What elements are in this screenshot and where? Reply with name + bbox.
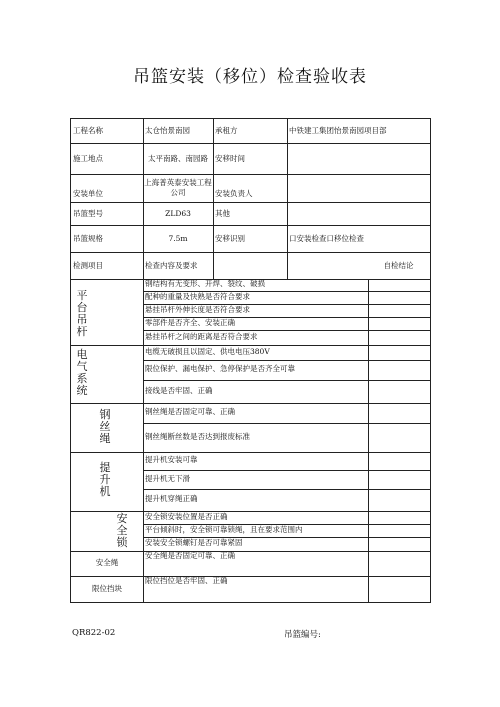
model-label: 吊篮型号 bbox=[73, 208, 103, 218]
header-content: 检查内容及要求 bbox=[145, 260, 198, 270]
group-platform-label: 平台吊杆 bbox=[76, 289, 88, 338]
move-id-label: 安移识别 bbox=[215, 233, 245, 243]
check-electrical-3: 接线是否牢固、正确 bbox=[145, 385, 213, 395]
install-unit-label: 安装单位 bbox=[73, 189, 103, 198]
project-name-value: 太仓怡景南园 bbox=[145, 126, 190, 135]
lessee-value: 中铁建工集团怡景南园项目部 bbox=[289, 126, 387, 135]
form-code: QR822-02 bbox=[72, 628, 116, 638]
page-title: 吊篮安装（移位）检查验收表 bbox=[133, 67, 367, 87]
check-safety-lock-2: 平台倾斜时，安全锁可靠锁绳，且在要求范围内 bbox=[145, 524, 303, 534]
basket-number-label: 吊篮编号: bbox=[284, 630, 321, 640]
lessee-label: 承租方 bbox=[215, 126, 238, 135]
check-safety-lock-3: 安装安全锁螺钉是否可靠紧固 bbox=[145, 538, 243, 547]
project-name-label: 工程名称 bbox=[73, 126, 103, 135]
check-limit-stop-1: 限位挡位是否牢固、正确 bbox=[145, 576, 228, 585]
check-electrical-1: 电缆无破损且以固定、供电电压380V bbox=[145, 346, 270, 356]
check-hoist-1: 提升机安装可靠 bbox=[145, 455, 198, 464]
model-value: ZLD63 bbox=[165, 208, 191, 218]
check-wire-rope-2: 钢丝绳断丝数是否达到报废标准 bbox=[145, 431, 250, 441]
check-safety-lock-1: 安全锁安装位置是否正确 bbox=[145, 511, 228, 521]
check-safety-rope-1: 安全绳是否固定可靠、正确 bbox=[145, 551, 235, 560]
install-unit-value: 上海普英泰安装工程公司 bbox=[144, 178, 212, 197]
check-platform-5: 悬挂吊杆之间的距离是否符合要求 bbox=[145, 331, 258, 341]
spec-label: 吊篮规格 bbox=[73, 233, 103, 243]
install-person-label: 安装负责人 bbox=[215, 189, 253, 198]
check-hoist-2: 提升机无下滑 bbox=[145, 473, 190, 483]
check-wire-rope-1: 钢丝绳是否固定可靠、正确 bbox=[145, 407, 235, 416]
site-value: 太平南路、南园路 bbox=[148, 153, 208, 163]
group-limit-stop-label: 限位挡块 bbox=[92, 583, 122, 593]
other-value[interactable] bbox=[287, 202, 430, 225]
check-platform-3: 悬挂吊杆外伸长度是否符合要求 bbox=[145, 304, 250, 314]
check-platform-4: 零部件是否齐全、安装正确 bbox=[145, 317, 235, 327]
group-safety-rope-label: 安全绳 bbox=[95, 557, 119, 567]
move-time-label: 安移时间 bbox=[215, 153, 245, 163]
group-wire-rope-label: 钢丝绳 bbox=[99, 408, 111, 445]
install-person-value[interactable] bbox=[287, 174, 430, 202]
other-label: 其他 bbox=[215, 208, 230, 218]
group-safety-lock-label: 安全锁 bbox=[116, 512, 128, 549]
header-conclusion: 自检结论 bbox=[383, 260, 414, 270]
spec-value: 7.5m bbox=[168, 233, 188, 243]
site-label: 施工地点 bbox=[73, 153, 103, 163]
check-electrical-2: 限位保护、漏电保护、急停保护是否齐全可靠 bbox=[145, 364, 295, 373]
check-hoist-3: 提升机穿绳正确 bbox=[145, 494, 198, 503]
check-platform-2: 配种的重量及快熟是否符合要求 bbox=[145, 291, 250, 301]
group-hoist-label: 提升机 bbox=[99, 461, 111, 498]
check-platform-1: 钢结构有无变形、开焊、裂纹、破损 bbox=[145, 279, 265, 288]
header-item: 检测项目 bbox=[73, 260, 103, 270]
move-time-value[interactable] bbox=[287, 143, 430, 174]
group-electrical-label: 电气系统 bbox=[76, 348, 88, 397]
move-id-value[interactable]: 口安装检查口移位检查 bbox=[289, 233, 364, 243]
